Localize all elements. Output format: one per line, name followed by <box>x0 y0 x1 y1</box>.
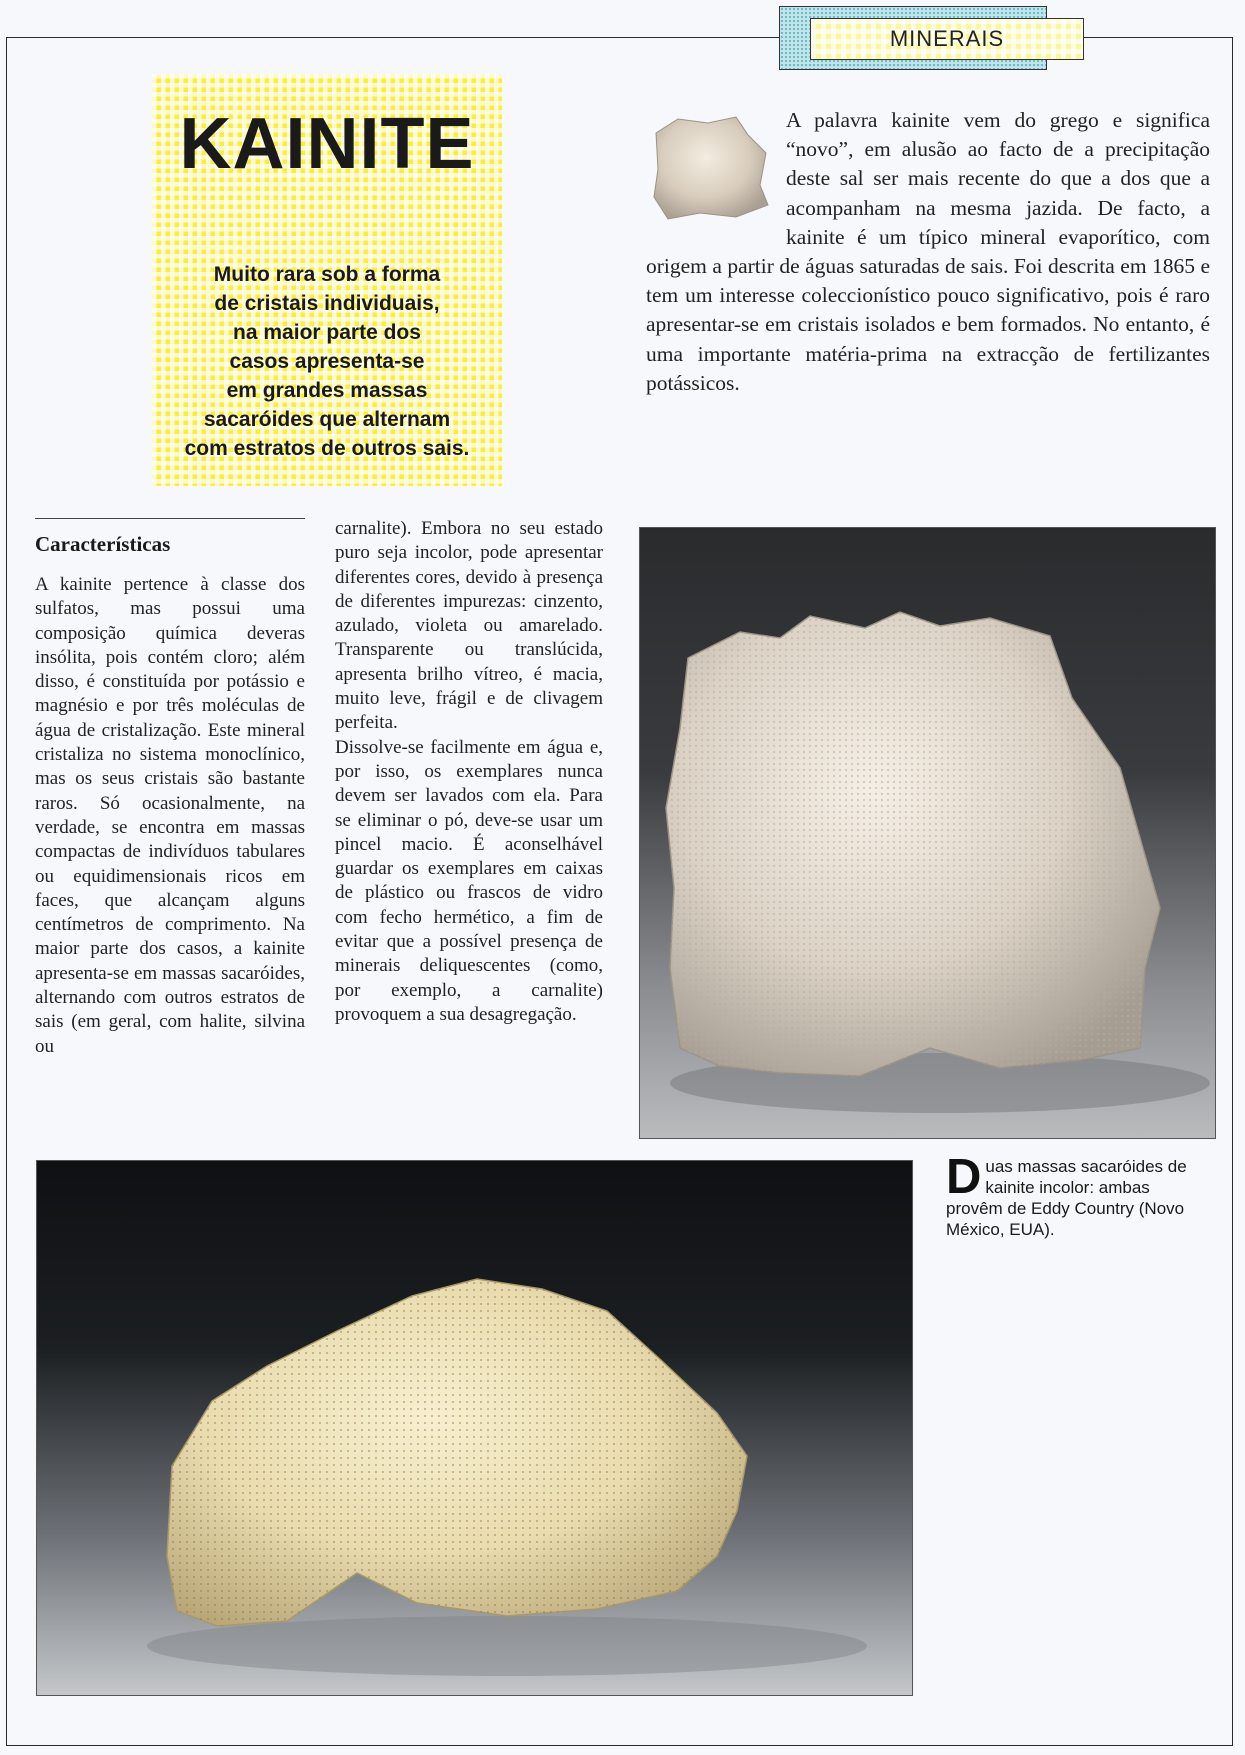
body-column-2: carnalite). Embora no seu estado puro seja incolor, pode apresentar diferentes cores, devido à presença de diferentes impurezas: cinzento, azulado, violeta ou amarelado. Transparente ou translúcida, apresenta brilho vítreo, é macia, muito leve, frágil e de clivagem perfeita. Dissolve-se facilmente em água e, por isso, os exemplares nunca devem ser lavados com ela. Para se eliminar o pó, deve-se usar um pincel macio. É aconselhável guardar os exemplares em caixas de plástico ou frascos de vidro com fecho hermético, a fim de evitar que a possível presença de minerais deliquescentes (como, por exemplo, a carnalite) provoquem a sua desagregação. <box>335 518 603 1025</box>
title-box <box>152 74 502 486</box>
caption-text: uas massas sacaróides de kainite incolor: ambas provêm de Eddy Country (Novo México, EUA). <box>946 1157 1187 1239</box>
photo-caption <box>946 1150 1204 1240</box>
section-heading: Características <box>35 532 171 556</box>
section-tag: MINERAIS <box>810 18 1084 60</box>
intro-text: A palavra kainite vem do grego e significa “novo”, em alusão ao facto de a precipitação deste sal ser mais recente do que a dos que a acompanham na mesma jazida. De facto, a kainite é um típico mineral evaporítico, com origem a partir de águas saturadas de sais. Foi descrita em 1865 e tem um interesse coleccionístico pouco significativo, pois é raro apresentar-se em cristais isolados e bem formados. No entanto, é uma importante matéria-prima na extracção de fertilizantes potássicos. <box>646 108 1210 395</box>
lead-text: Muito rara sob a forma de cristais individuais, na maior parte dos casos apresenta-se em grandes massas sacaróides que alternam com estratos de outros sais. <box>184 263 470 460</box>
caption-dropcap: D <box>946 1150 982 1204</box>
intro-paragraph <box>646 106 1210 398</box>
kainite-photo-1 <box>639 527 1216 1139</box>
kainite-photo-2 <box>36 1160 913 1696</box>
body-column-1: A kainite pertence à classe dos sulfatos, mas possui uma composição química deveras insólita, pois contém cloro; além disso, é constituída por potássio e magnésio e por três moléculas de água de cristalização. Este mineral cristaliza no sistema monoclínico, mas os seus cristais são bastante raros. Só ocasionalmente, na verdade, se encontra em massas compactas de indivíduos tabulares ou equidimensionais ricos em faces, que alcançam alguns centímetros de comprimento. Na maior parte dos casos, a kainite apresenta-se em massas sacaróides, alternando com outros estratos de sais (em geral, com halite, silvina ou <box>35 574 305 1057</box>
section-rule <box>35 518 305 519</box>
page-title: KAINITE <box>179 104 475 184</box>
